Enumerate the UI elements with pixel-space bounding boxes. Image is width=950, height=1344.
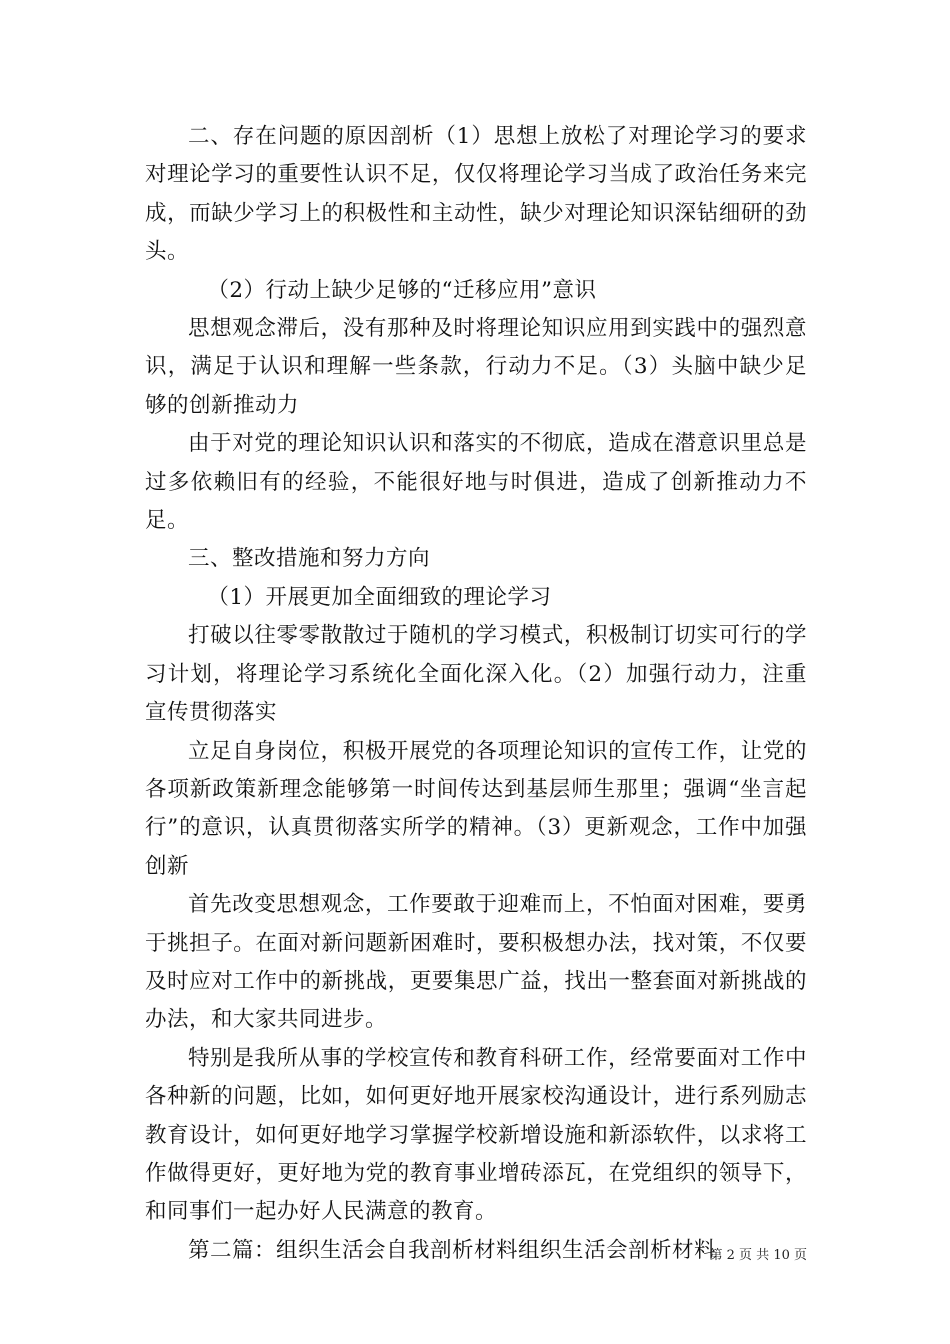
paragraph-publicity: 立足自身岗位，积极开展党的各项理论知识的宣传工作，让党的各项新政策新理念能够第一时间传达到基层师生那里；强调“坐言起行”的意识，认真贯彻落实所学的精神。（3）更新观念，工作中加强创新 bbox=[145, 738, 807, 879]
paragraph-change-mindset: 首先改变思想观念，工作要敢于迎难而上，不怕面对困难，要勇于挑担子。在面对新问题新困难时，要积极想办法，找对策，不仅要及时应对工作中的新挑战，更要集思广益，找出一整套面对新挑战的办法，和大家共同进步。 bbox=[145, 892, 807, 1033]
paragraph-school-work: 特别是我所从事的学校宣传和教育科研工作，经常要面对工作中各种新的问题，比如，如何更好地开展家校沟通设计，进行系列励志教育设计，如何更好地学习掌握学校新增设施和新添软件，以求将工作做得更好，更好地为党的教育事业增砖添瓦，在党组织的领导下，和同事们一起办好人民满意的教育。 bbox=[145, 1045, 807, 1225]
paragraph-heading-study: （1）开展更加全面细致的理论学习 bbox=[207, 584, 552, 610]
paragraph-innovation: 由于对党的理论知识认识和落实的不彻底，造成在潜意识里总是过多依赖旧有的经验，不能很好地与时俱进，造成了创新推动力不足。 bbox=[145, 431, 807, 534]
paragraph-thinking-lag: 思想观念滞后，没有那种及时将理论知识应用到实践中的强烈意识，满足于认识和理解一些条款，行动力不足。（3）头脑中缺少足够的创新推动力 bbox=[145, 316, 807, 418]
paragraph-heading-measures: 三、整改措施和努力方向 bbox=[188, 546, 431, 572]
paragraph-study-plan: 打破以往零零散散过于随机的学习模式，积极制订切实可行的学习计划，将理论学习系统化全面化深入化。（2）加强行动力，注重宣传贯彻落实 bbox=[145, 623, 807, 726]
document-body bbox=[145, 118, 807, 1270]
paragraph-heading-action: （2）行动上缺少足够的“迁移应用”意识 bbox=[207, 277, 597, 303]
paragraph-second-article: 第二篇：组织生活会自我剖析材料组织生活会剖析材料 bbox=[188, 1237, 717, 1263]
page-number: 第 2 页 共 10 页 bbox=[709, 1248, 807, 1263]
paragraph-cause-analysis: 二、存在问题的原因剖析（1）思想上放松了对理论学习的要求对理论学习的重要性认识不足，仅仅将理论学习当成了政治任务来完成，而缺少学习上的积极性和主动性，缺少对理论知识深钻细研的劲头。 bbox=[145, 124, 807, 265]
